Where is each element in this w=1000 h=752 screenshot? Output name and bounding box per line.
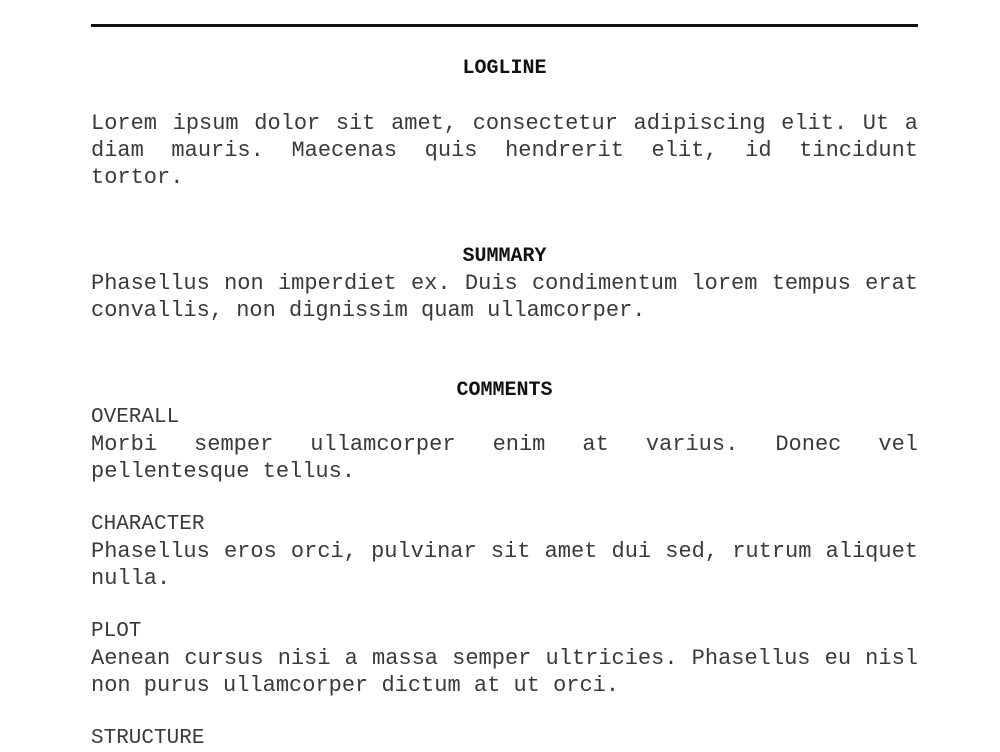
horizontal-rule <box>91 24 918 27</box>
comments-heading: COMMENTS <box>456 379 553 402</box>
comment-text-overall: Morbi semper ullamcorper enim at varius. Donec vel pellentesque tellus. <box>91 432 918 484</box>
comment-label-plot: PLOT <box>91 620 142 643</box>
comment-text-plot: Aenean cursus nisi a massa semper ultricies. Phasellus eu nisl non purus ullamcorper dictum at ut orci. <box>91 646 918 698</box>
logline-heading: LOGLINE <box>462 57 547 80</box>
comment-label-overall: OVERALL <box>91 406 180 429</box>
summary-heading: SUMMARY <box>462 245 547 268</box>
logline-text: Lorem ipsum dolor sit amet, consectetur adipiscing elit. Ut a diam mauris. Maecenas quis hendrerit elit, id tincidunt tortor. <box>91 111 918 190</box>
summary-text: Phasellus non imperdiet ex. Duis condimentum lorem tempus erat convallis, non dignissim quam ullamcorper. <box>91 271 918 323</box>
comment-label-character: CHARACTER <box>91 513 205 536</box>
comment-label-structure: STRUCTURE <box>91 727 205 750</box>
comment-text-character: Phasellus eros orci, pulvinar sit amet dui sed, rutrum aliquet nulla. <box>91 539 918 591</box>
document-page <box>91 0 918 752</box>
